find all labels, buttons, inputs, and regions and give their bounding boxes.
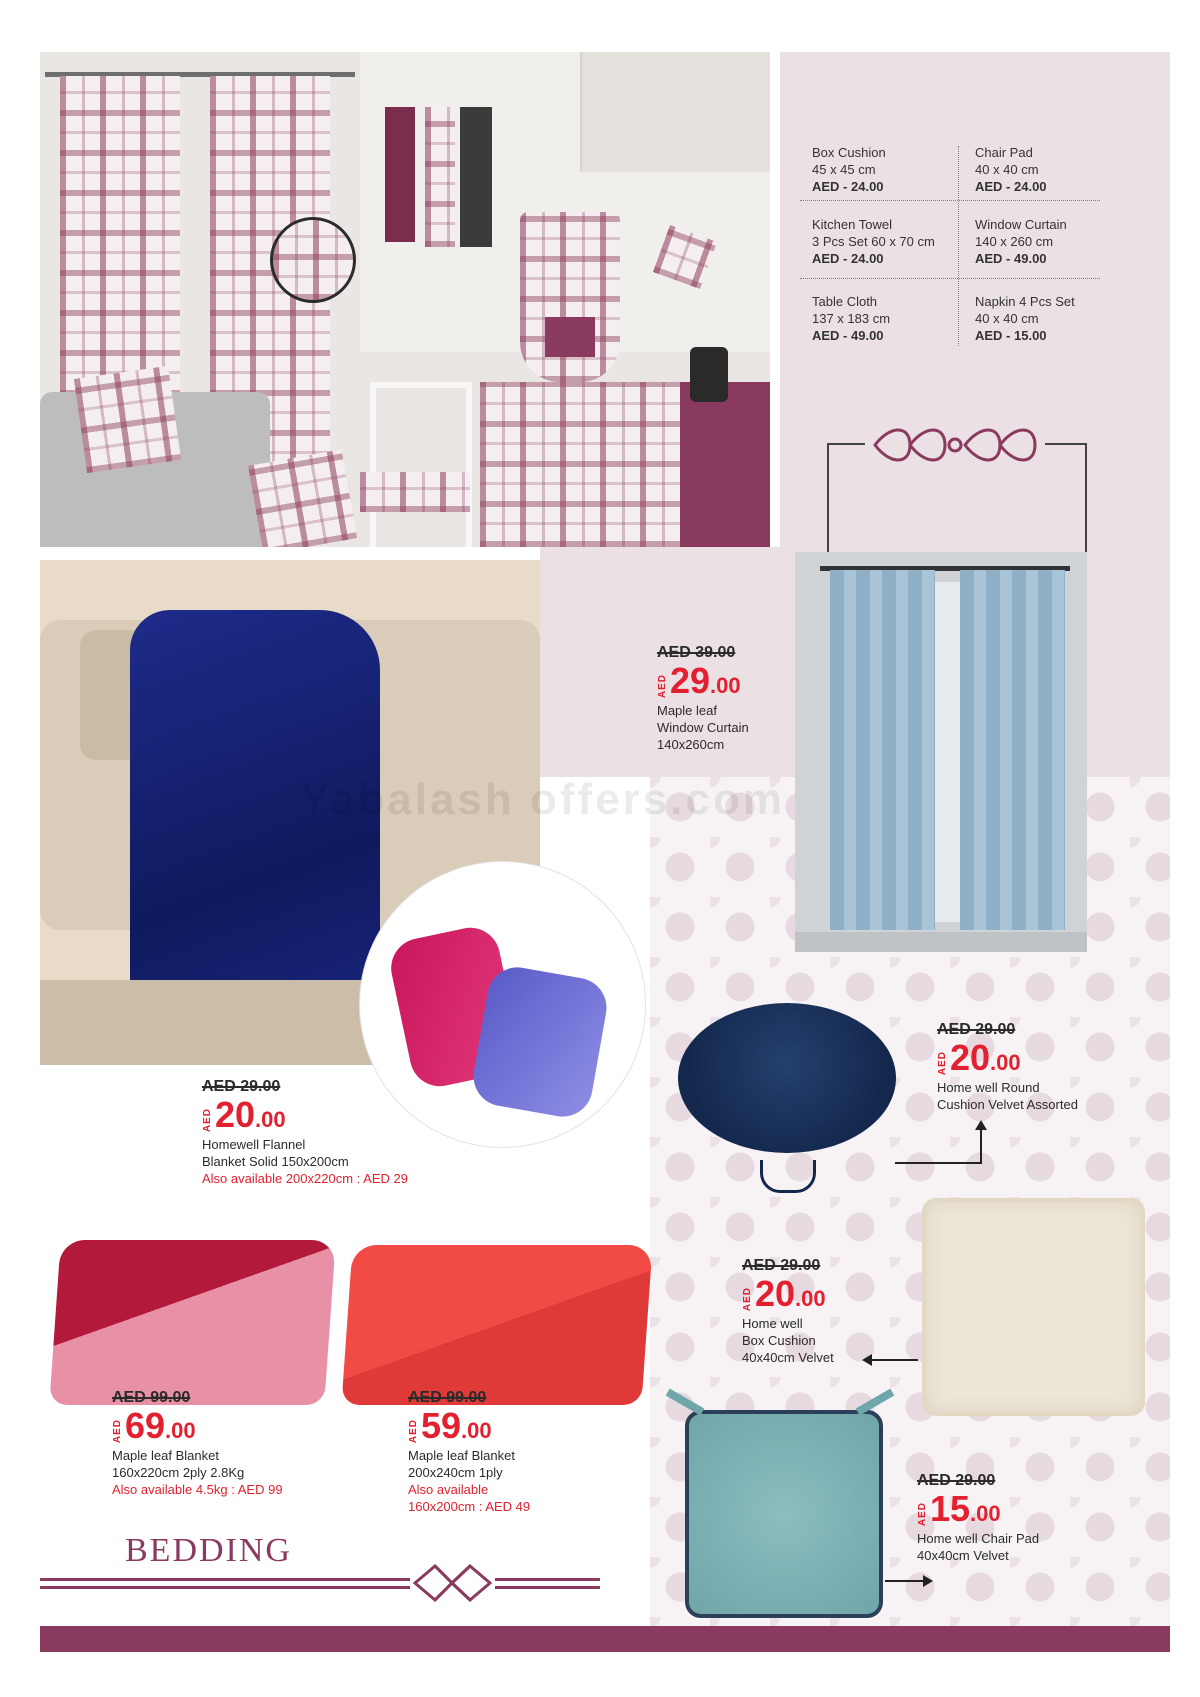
offer-box-cushion: AED 29.00 AED 20 .00 Home well Box Cushion 40x40cm Velvet bbox=[742, 1257, 834, 1365]
spec-divider-2 bbox=[800, 278, 1100, 280]
round-cushion-handle bbox=[760, 1160, 816, 1193]
round-cushion-photo bbox=[678, 1003, 896, 1153]
box-cushion-photo bbox=[922, 1198, 1145, 1416]
blue-curtain-left bbox=[830, 570, 935, 930]
blue-curtain-photo bbox=[795, 552, 1087, 952]
purple-roll bbox=[469, 963, 611, 1122]
bedding-stripe-3 bbox=[495, 1578, 600, 1581]
kitchen-set-photo bbox=[40, 52, 770, 547]
offer-chair-pad: AED 29.00 AED 15 .00 Home well Chair Pad 40x40cm Velvet bbox=[917, 1472, 1040, 1563]
maple-blanket-red-pink-photo bbox=[49, 1240, 336, 1405]
offer-blanket-69: AED 99.00 AED 69 .00 Maple leaf Blanket 160x220cm 2ply 2.8Kg Also available 4.5kg : AED 99 bbox=[112, 1389, 283, 1497]
chair-pad-photo bbox=[685, 1410, 883, 1618]
arrow-box-line bbox=[870, 1359, 918, 1361]
offer-round-cushion: AED 29.00 AED 20 .00 Home well Round Cushion Velvet Assorted bbox=[937, 1021, 1078, 1112]
section-title: BEDDING bbox=[125, 1532, 292, 1569]
arrow-round-head-icon bbox=[975, 1120, 987, 1130]
spec-divider-1 bbox=[800, 200, 1100, 202]
spec-box-cushion: Box Cushion 45 x 45 cm AED - 24.00 bbox=[812, 145, 886, 194]
offer-flannel-blanket: AED 29.00 AED 20 .00 Homewell Flannel Blanket Solid 150x200cm Also available 200x220cm : AED 29 bbox=[202, 1078, 408, 1186]
maple-blanket-coral-photo bbox=[341, 1245, 652, 1405]
spec-window-curtain: Window Curtain 140 x 260 cm AED - 49.00 bbox=[975, 217, 1067, 266]
spec-table-cloth: Table Cloth 137 x 183 cm AED - 49.00 bbox=[812, 294, 891, 343]
footer-bar bbox=[40, 1626, 1170, 1652]
plaid-cushion bbox=[74, 366, 181, 473]
watermark: Yabalash offers.com bbox=[300, 775, 785, 824]
ornament-knot-icon bbox=[865, 420, 1045, 470]
arrow-chairpad-head-icon bbox=[923, 1575, 933, 1587]
fabric-swatch bbox=[270, 217, 356, 303]
spec-kitchen-towel: Kitchen Towel 3 Pcs Set 60 x 70 cm AED - 24.00 bbox=[812, 217, 935, 266]
spec-napkin: Napkin 4 Pcs Set 40 x 40 cm AED - 15.00 bbox=[975, 294, 1075, 343]
bedding-stripe-2 bbox=[40, 1586, 410, 1589]
offer-curtain: AED 39.00 AED 29 .00 Maple leaf Window Curtain 140x260cm bbox=[657, 644, 749, 752]
arrow-box-head-icon bbox=[862, 1354, 872, 1366]
spec-chair-pad: Chair Pad 40 x 40 cm AED - 24.00 bbox=[975, 145, 1047, 194]
offer-blanket-59: AED 99.00 AED 59 .00 Maple leaf Blanket 200x240cm 1ply Also available 160x200cm : AED 49 bbox=[408, 1389, 531, 1514]
bedding-stripe-1 bbox=[40, 1578, 410, 1581]
bedding-stripe-4 bbox=[495, 1586, 600, 1589]
spec-divider-v bbox=[958, 146, 960, 346]
blue-curtain-right bbox=[960, 570, 1065, 930]
arrow-chairpad-line bbox=[885, 1580, 925, 1582]
arrow-round-v bbox=[980, 1128, 982, 1163]
bedding-knot-icon bbox=[410, 1558, 495, 1608]
arrow-round-h bbox=[895, 1162, 982, 1164]
